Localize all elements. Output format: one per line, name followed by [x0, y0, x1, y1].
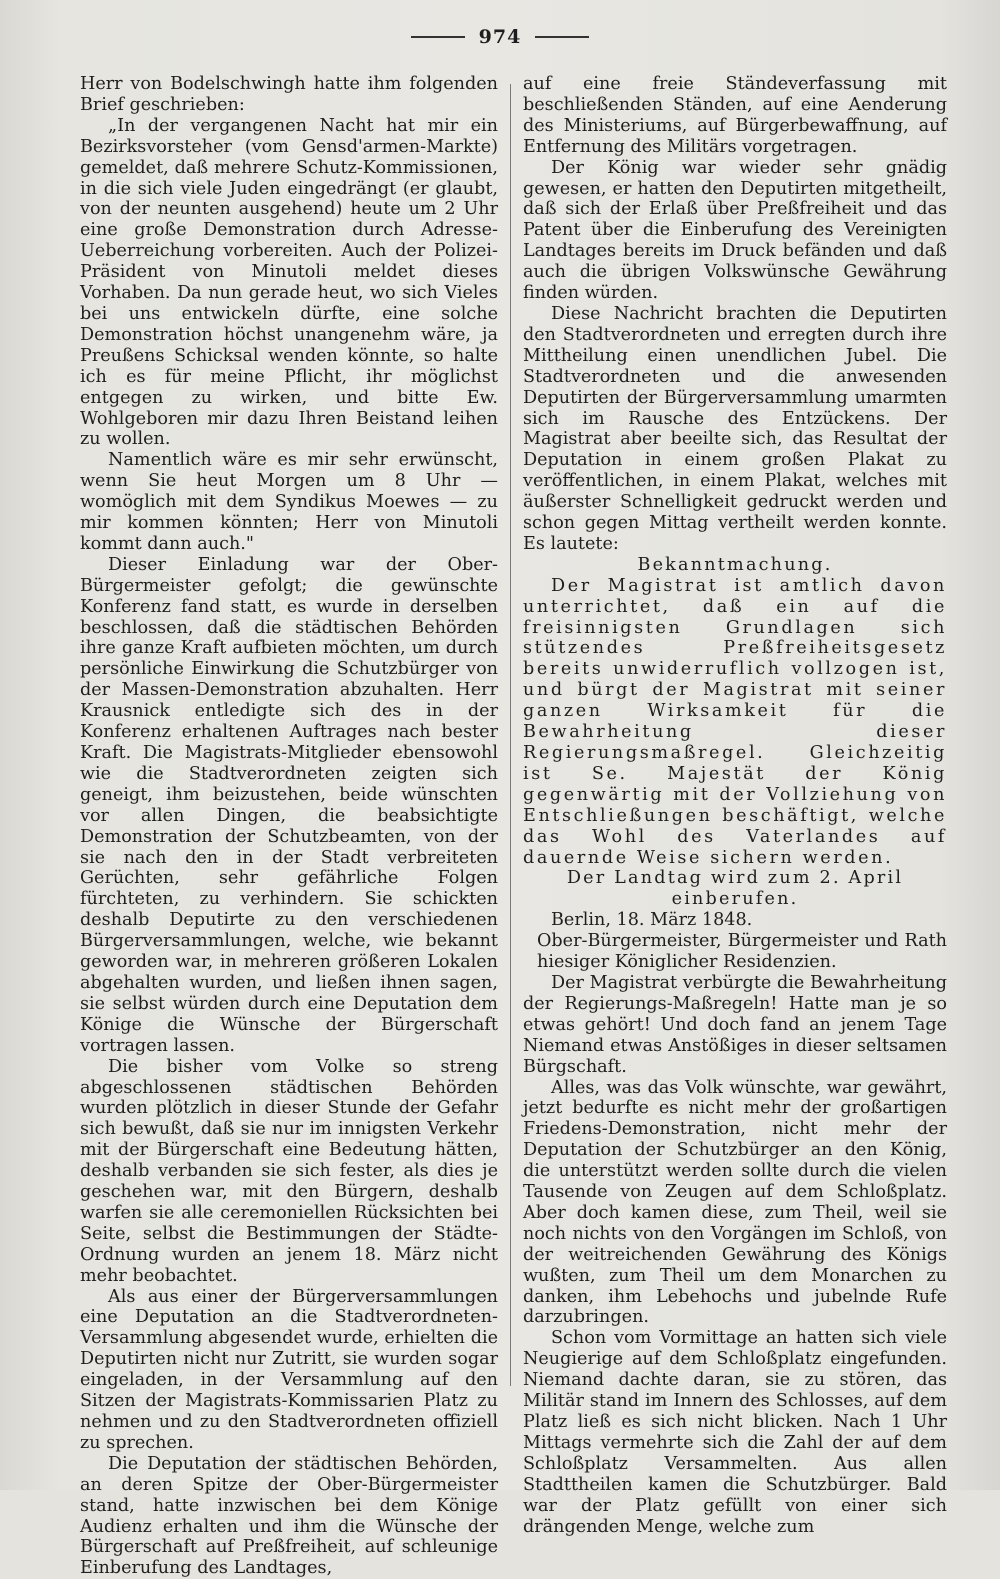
- header-rule-left: [411, 36, 465, 38]
- paragraph: Der Magistrat verbürgte die Bewahrheitung der Regierungs-Maßregeln! Hatte man je so etwas gehört! Und doch fand an jenem Tage Niemand etwas Anstößiges in dieser seltsamen Bürgschaft.: [523, 972, 947, 1077]
- column-divider: [510, 84, 511, 1386]
- paragraph: Diese Nachricht brachten die Deputirten den Stadtverordneten und erregten durch ihre Mittheilung einen unendlichen Jubel. Die Stadtverordneten und die anwesenden Deputirten der Bürgerversammlung umarmten sich im Rausche des Entzückens. Der Magistrat aber beeilte sich, das Resultat der Deputation in einem großen Plakat zu veröffentlichen, in einem Plakat, welches mit äußerster Schnelligkeit gedruckt werden und schon gegen Mittag vertheilt werden konnte. Es lautete:: [523, 303, 947, 554]
- paragraph: Schon vom Vormittage an hatten sich viele Neugierige auf dem Schloßplatz eingefunden. Niemand dachte daran, sie zu stören, das Militär stand im Innern des Schlosses, auf dem Platz ließ es sich nicht blicken. Nach 1 Uhr Mittags vermehrte sich die Zahl der auf dem Schloßplatz Versammelten. Aus allen Stadttheilen kamen die Schutzbürger. Bald war der Platz gefüllt von einer sich drängenden Menge, welche zum: [523, 1328, 947, 1537]
- paragraph: Namentlich wäre es mir sehr erwünscht, wenn Sie heut Morgen um 8 Uhr — womöglich mit dem Syndikus Moewes — zu mir kommen könnten; Herr von Minutoli kommt dann auch.": [80, 450, 498, 554]
- paragraph: Alles, was das Volk wünschte, war gewährt, jetzt bedurfte es nicht mehr der großartigen Friedens-Demonstration, nicht mehr der Deputation der Schutzbürger an den König, die unterstützt werden sollte durch die vielen Tausende von Zeugen auf dem Schloßplatz. Aber doch kamen diese, zum Theil, weil sie noch nichts von den Vorgängen im Schloß, von der weitreichenden Gewährung des Königs wußten, zum Theil um dem Monarchen zu danken, ihm Lebehochs und jubelnde Rufe darzubringen.: [523, 1077, 947, 1328]
- paragraph: Der König war wieder sehr gnädig gewesen, er hatten den Deputirten mitgetheilt, daß sich der Erlaß über Preßfreiheit und das Patent über die Einberufung des Vereinigten Landtages bereits im Druck befänden und daß auch die übrigen Volkswünsche Gewährung finden würden.: [523, 157, 947, 304]
- notice-landtag: Der Landtag wird zum 2. April einberufen.: [566, 868, 904, 910]
- paragraph: Die Deputation der städtischen Behörden, an deren Spitze der Ober-Bürgermeister stand, hatte inzwischen bei dem Könige Audienz erhalten und ihm die Wünsche der Bürgerschaft auf Preßfreiheit, auf schleunige Einberufung des Landtages,: [80, 1453, 498, 1579]
- notice-date: Berlin, 18. März 1848.: [551, 910, 753, 931]
- paragraph: Dieser Einladung war der Ober-Bürgermeister gefolgt; die gewünschte Konferenz fand statt, es wurde in derselben beschlossen, daß die städtischen Behörden ihre ganze Kraft aufbieten möchten, um durch persönliche Einwirkung die Schutzbürger von der Massen-Demonstration abzuhalten. Herr Krausnick entledigte sich des in der Konferenz erhaltenen Auftrages nach bester Kraft. Die Magistrats-Mitglieder ebensowohl wie die Stadtverordneten zeigten sich geneigt, ihm beizustehen, beide wünschten vor allen Dingen, die beabsichtigte Demonstration der Schutzbeamten, von der sie nach den in der Stadt verbreiteten Gerüchten, sehr gefährliche Folgen fürchteten, zu verhindern. Sie schickten deshalb Deputirte zu den verschiedenen Bürgerversammlungen, welche, wie bekannt geworden war, in mehreren größeren Lokalen abgehalten wurden, und ließen ihnen sagen, sie selbst würden durch eine Deputation dem Könige die Wünsche der Bürgerschaft vortragen lassen.: [80, 554, 498, 1056]
- page-number: 974: [478, 26, 522, 48]
- notice-title: Bekanntmachung.: [637, 554, 833, 575]
- paragraph: Herr von Bodelschwingh hatte ihm folgenden Brief geschrieben:: [80, 74, 498, 115]
- notice-signature: Ober-Bürgermeister, Bürgermeister und Rath hiesiger Königlicher Residenzien.: [537, 931, 947, 973]
- header-rule-right: [535, 36, 589, 38]
- quoted-letter: „In der vergangenen Nacht hat mir ein Bezirksvorsteher (vom Gensd'armen-Markte) gemeldet, daß mehrere Schutz-Kommissionen, in die sich viele Juden eingedrängt (er glaubt, von der neunten ausgehend) heute um 2 Uhr eine große Demonstration durch Adresse-Ueberreichung vorbereiten. Auch der Polizei-Präsident von Minutoli meldet dieses Vorhaben. Da nun gerade heut, wo sich Vieles bei uns entwickeln dürfte, eine solche Demonstration höchst unangenehm wäre, ja Preußens Schicksal wenden könnte, so halte ich es für meine Pflicht, ihr möglichst entgegen zu wirken, und bitte Ew. Wohlgeboren mir dazu Ihren Beistand leihen zu wollen.: [80, 115, 498, 450]
- right-column: [523, 74, 947, 1537]
- paragraph: auf eine freie Ständeverfassung mit beschließenden Ständen, auf eine Aenderung des Ministeriums, auf Bürgerbewaffnung, auf Entfernung des Militärs vorgetragen.: [523, 74, 947, 157]
- page-header: [0, 26, 1000, 48]
- left-column: [80, 74, 498, 1579]
- notice-body: Der Magistrat ist amtlich davon unterrichtet, daß ein auf die freisinnigsten Grundlagen sich stützendes Preßfreiheitsgesetz bereits unwiderruflich vollzogen ist, und bürgt der Magistrat mit seiner ganzen Wirksamkeit für die Bewahrheitung dieser Regierungsmaßregel. Gleichzeitig ist Se. Majestät der König gegenwärtig mit der Vollziehung von Entschließungen beschäftigt, welche das Wohl des Vaterlandes auf dauernde Weise sichern werden.: [523, 575, 947, 868]
- paragraph: Als aus einer der Bürgerversammlungen eine Deputation an die Stadtverordneten-Versammlung abgesendet wurde, erhielten die Deputirten nicht nur Zutritt, sie wurden sogar eingeladen, in der Versammlung auf den Sitzen der Magistrats-Kommissarien Platz zu nehmen und zu den Stadtverordneten offiziell zu sprechen.: [80, 1286, 498, 1453]
- paragraph: Die bisher vom Volke so streng abgeschlossenen städtischen Behörden wurden plötzlich in dieser Stunde der Gefahr sich bewußt, daß sie nur im innigsten Verkehr mit der Bürgerschaft eine Bedeutung hätten, deshalb verbanden sie sich fester, als dies je geschehen war, mit den Bürgern, deshalb warfen sie alle ceremoniellen Rücksichten bei Seite, selbst die Bestimmungen der Städte-Ordnung wurden an jenem 18. März nicht mehr beobachtet.: [80, 1056, 498, 1286]
